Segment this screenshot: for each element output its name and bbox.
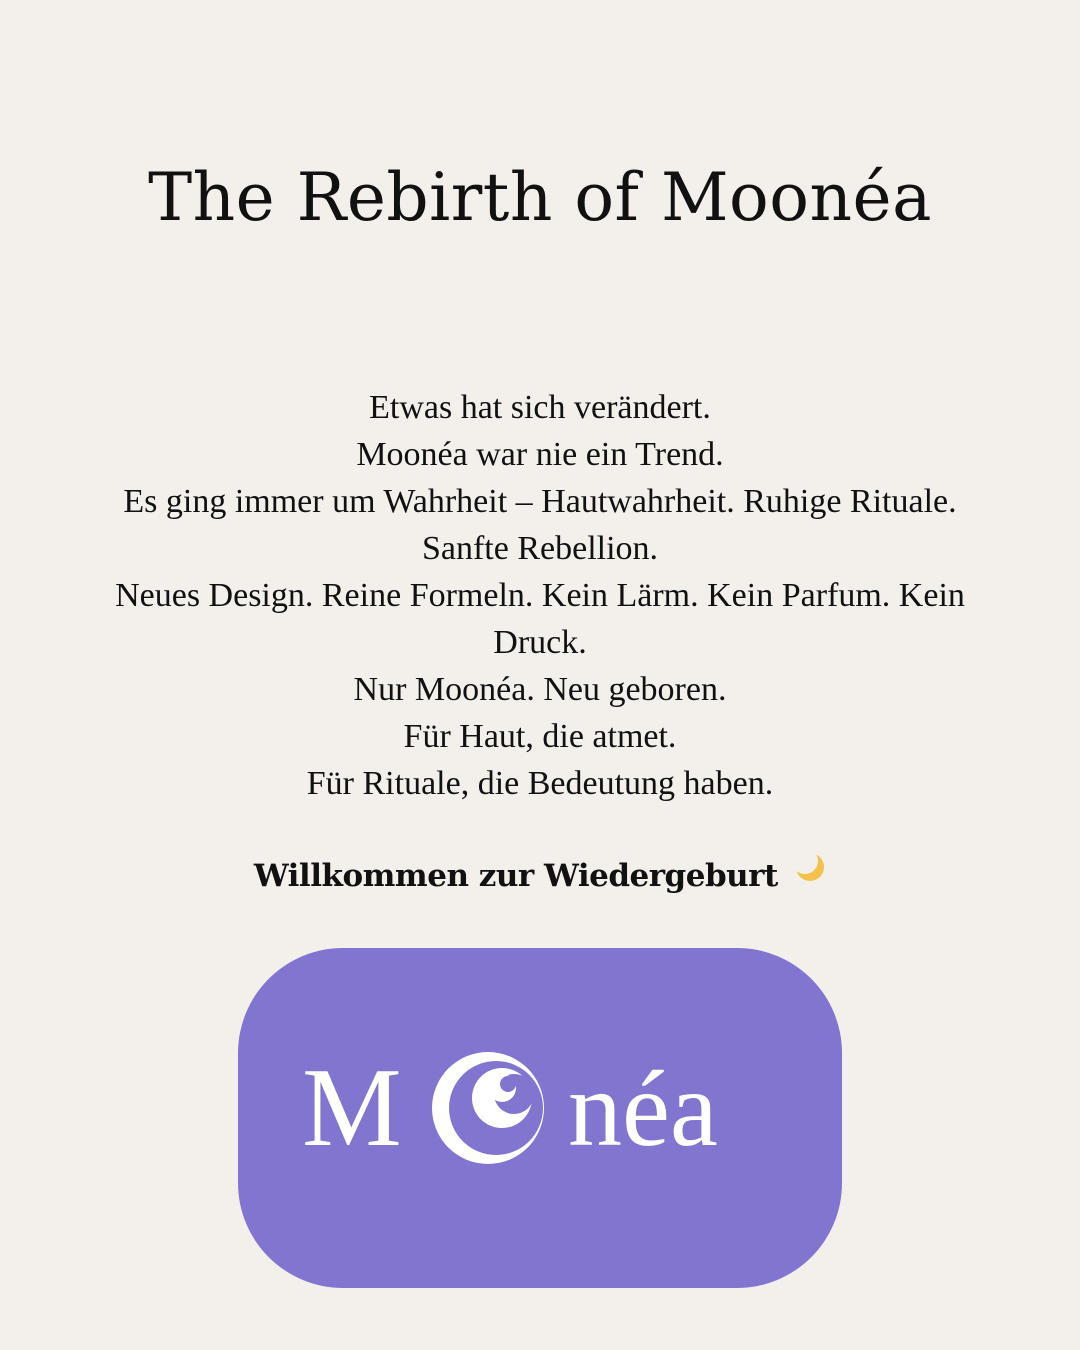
brand-logo — [238, 948, 842, 1288]
welcome-text: Willkommen zur Wiedergeburt — [253, 858, 778, 894]
intro-line: Für Haut, die atmet. — [403, 718, 677, 755]
logo-letters-tail: néa — [568, 1050, 718, 1169]
intro-line: Für Rituale, die Bedeutung haben. — [306, 765, 774, 802]
intro-line: Etwas hat sich verändert. — [369, 389, 711, 426]
intro-line: Neues Design. Reine Formeln. Kein Lärm. Kein Parfum. Kein — [115, 577, 965, 614]
page-title: The Rebirth of Moonéa — [148, 159, 932, 236]
intro-line: Moonéa war nie ein Trend. — [356, 436, 724, 473]
intro-text — [70, 384, 1010, 807]
welcome-message — [0, 852, 1080, 900]
brand-logo-card — [238, 948, 842, 1288]
intro-line: Sanfte Rebellion. — [421, 530, 659, 567]
intro-line: Nur Moonéa. Neu geboren. — [353, 671, 727, 708]
logo-letter-m: M — [302, 1046, 402, 1170]
intro-line: Es ging immer um Wahrheit – Hautwahrheit. Ruhige Rituale. — [123, 483, 957, 520]
logo-moon-icon — [432, 1052, 544, 1164]
crescent-moon-icon — [792, 850, 826, 898]
intro-line: Druck. — [493, 624, 587, 661]
